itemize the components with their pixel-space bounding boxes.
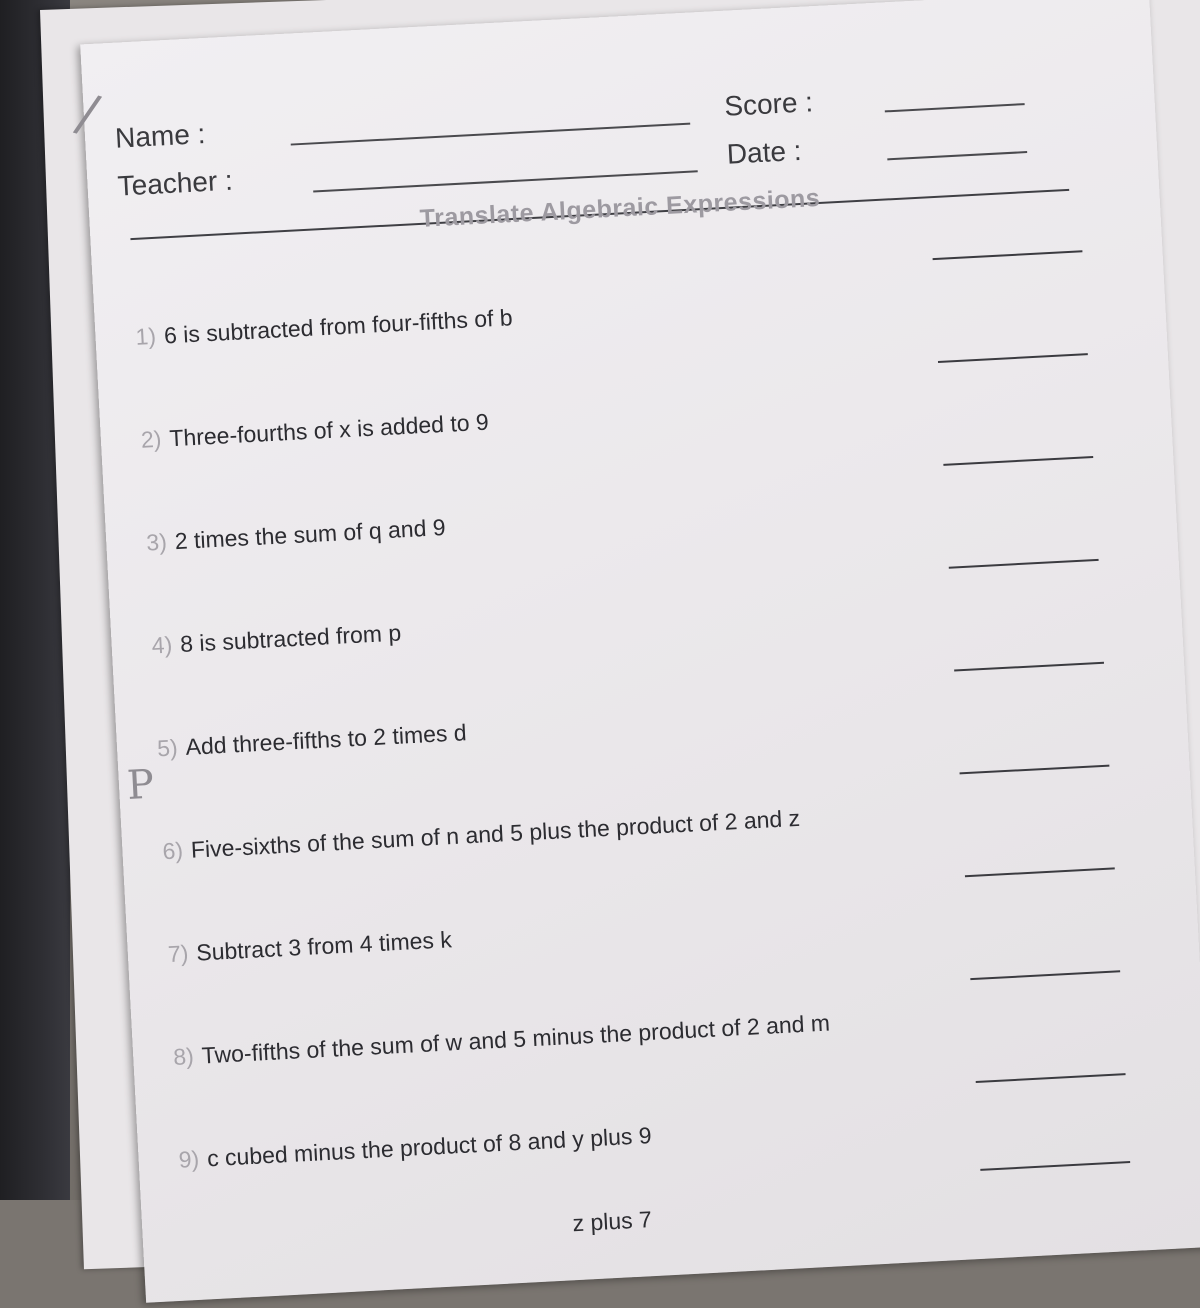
question-text: Three-fourths of x is added to 9 xyxy=(168,408,490,452)
answer-blank[interactable] xyxy=(976,1073,1126,1083)
question-number: 9 xyxy=(178,1146,193,1173)
answer-blank[interactable] xyxy=(954,662,1104,672)
question-item: 6) Five-sixths of the sum of n and 5 plus the product of 2 and z xyxy=(161,804,801,865)
question-item: 9) c cubed minus the product of 8 and y plus 9 xyxy=(178,1122,653,1173)
question-text: 6 is subtracted from four-fifths of b xyxy=(163,304,514,349)
worksheet-page xyxy=(70,0,1200,1303)
worksheet-title: Translate Algebraic Expressions xyxy=(419,183,821,233)
question-number: 5 xyxy=(156,734,171,762)
question-text: z plus 7 xyxy=(571,1206,653,1237)
score-label: Score : xyxy=(723,86,814,122)
answer-blank[interactable] xyxy=(943,456,1093,466)
teacher-blank[interactable] xyxy=(313,170,698,192)
question-text: Subtract 3 from 4 times k xyxy=(195,926,453,966)
question-item: 1) 6 is subtracted from four-fifths of b xyxy=(134,304,514,350)
question-item: 8) Two-fifths of the sum of w and 5 minus the product of 2 and m xyxy=(172,1009,831,1070)
question-text: 2 times the sum of q and 9 xyxy=(174,514,447,555)
date-blank[interactable] xyxy=(887,151,1027,160)
date-label: Date : xyxy=(726,134,803,170)
question-number: 1 xyxy=(134,323,150,350)
question-item: 2) Three-fourths of x is added to 9 xyxy=(140,408,490,453)
question-text: c cubed minus the product of 8 and y plus 9 xyxy=(206,1122,653,1172)
question-text: 8 is subtracted from p xyxy=(179,619,402,658)
question-item: 4) 8 is subtracted from p xyxy=(151,619,402,659)
pen-stroke-mark: / xyxy=(70,82,105,146)
question-number: 6 xyxy=(161,837,177,865)
question-number: 3 xyxy=(145,529,160,556)
answer-blank[interactable] xyxy=(933,250,1083,260)
question-item: 5) Add three-fifths to 2 times d xyxy=(156,719,468,762)
answer-blank[interactable] xyxy=(970,970,1120,980)
question-text: Add three-fifths to 2 times d xyxy=(184,719,468,760)
pen-mark-p: P xyxy=(125,761,156,809)
name-label: Name : xyxy=(114,118,207,154)
score-blank[interactable] xyxy=(885,103,1025,112)
answer-blank[interactable] xyxy=(965,867,1115,877)
question-item: 7) Subtract 3 from 4 times k xyxy=(167,926,453,968)
answer-blank[interactable] xyxy=(938,353,1088,363)
answer-blank[interactable] xyxy=(980,1161,1130,1171)
question-number: 7 xyxy=(167,940,182,968)
name-blank[interactable] xyxy=(291,123,691,146)
question-item: 3) 2 times the sum of q and 9 xyxy=(145,514,447,556)
question-number: 8 xyxy=(172,1043,187,1070)
question-number: 4 xyxy=(151,631,166,659)
teacher-label: Teacher : xyxy=(116,164,234,202)
answer-blank[interactable] xyxy=(960,765,1110,775)
question-number: 2 xyxy=(140,426,155,453)
answer-blank[interactable] xyxy=(949,559,1099,569)
question-text: Two-fifths of the sum of w and 5 minus the product of 2 and m xyxy=(201,1009,831,1069)
question-item-partial xyxy=(572,1206,653,1237)
question-text: Five-sixths of the sum of n and 5 plus the product of 2 and z xyxy=(190,804,801,863)
